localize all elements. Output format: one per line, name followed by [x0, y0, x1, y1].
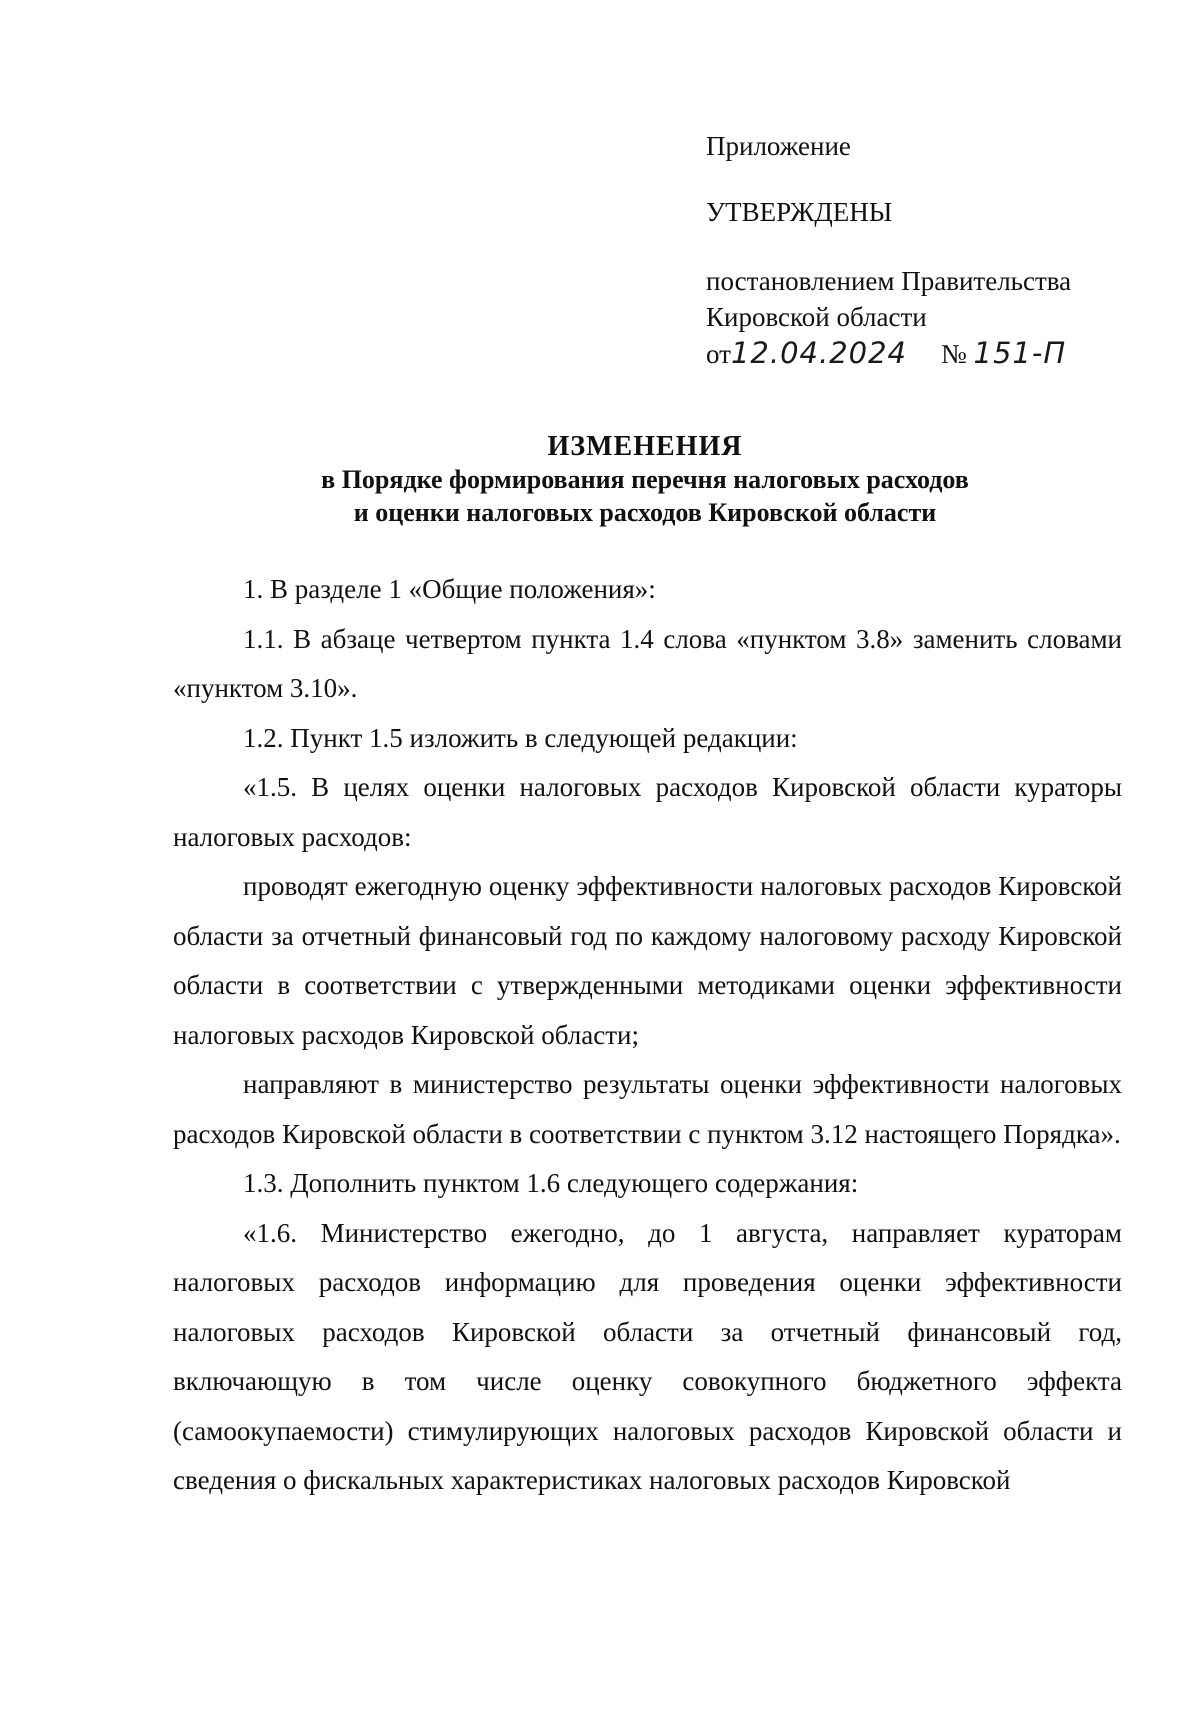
handwritten-date: 12.04.2024	[730, 336, 907, 370]
date-prefix: от	[706, 339, 731, 369]
number-prefix: №	[941, 339, 967, 369]
title-line-2: в Порядке формирования перечня налоговых расходов	[321, 465, 969, 494]
title-main: ИЗМЕНЕНИЯ	[547, 431, 743, 462]
handwritten-number: 151-П	[973, 336, 1067, 370]
paragraph-1-3: 1.3. Дополнить пунктом 1.6 следующего содержания:	[243, 1168, 859, 1198]
approval-stamp-block	[706, 128, 1146, 372]
approved-by-line-1: постановлением Правительства	[706, 266, 1072, 296]
document-body	[173, 565, 1122, 1506]
paragraph-1-1: 1.1. В абзаце четвертом пункта 1.4 слова «пунктом 3.8» заменить словами «пунктом 3.10».	[173, 623, 1122, 703]
paragraph-1-2: 1.2. Пункт 1.5 изложить в следующей редакции:	[243, 722, 798, 753]
paragraph-1-5-intro: «1.5. В целях оценки налоговых расходов Кировской области кураторы налоговых расходов:	[173, 772, 1122, 852]
paragraph-send: направляют в министерство результаты оценки эффективности налоговых расходов Кировской области в соответствии с пунктом 3.12 настоящего Порядка».	[173, 1069, 1122, 1149]
approved-by-line-2: Кировской области	[706, 302, 927, 332]
paragraph-assess: проводят ежегодную оценку эффективности налоговых расходов Кировской области за отчетный финансовый год по каждому налоговому расходу Кировской области в соответствии с утвержденными методиками оценки эффективности налоговых расходов Кировской области;	[173, 871, 1122, 1050]
title-line-3: и оценки налоговых расходов Кировской области	[353, 498, 937, 527]
paragraph-1-6: «1.6. Министерство ежегодно, до 1 августа, направляет кураторам налоговых расходов информацию для проведения оценки эффективности налоговых расходов Кировской области за отчетный финансовый год, включающую в том числе оценку совокупного бюджетного эффекта (самоокупаемости) стимулирующих налоговых расходов Кировской области и сведения о фискальных характеристиках налоговых расходов Кировской	[173, 1217, 1122, 1495]
document-title	[170, 430, 1120, 529]
paragraph-1: 1. В разделе 1 «Общие положения»:	[243, 574, 656, 604]
appendix-label: Приложение	[706, 131, 851, 161]
approved-label: УТВЕРЖДЕНЫ	[706, 197, 893, 227]
approval-date-number-line	[706, 335, 1146, 372]
